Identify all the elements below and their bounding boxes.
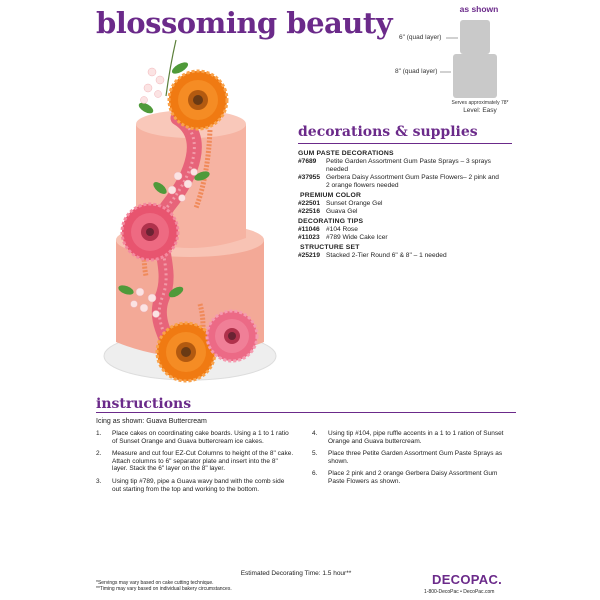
step-line: Using tip #104, pipe ruffle accents in a 1 to 1 ration of Sunset (328, 430, 504, 437)
supply-description: Guava Gel (326, 208, 358, 215)
tier-8-label: 8" (quad layer) (395, 68, 438, 75)
supply-item (298, 234, 518, 242)
step-text (112, 430, 308, 445)
as-shown-label: as shown (459, 4, 499, 14)
step-line: out starting from the top and working to the bottom. (112, 485, 260, 493)
supply-code: #22516 (298, 208, 321, 215)
icing-note: Icing as shown: Guava Buttercream (96, 418, 207, 425)
supply-description: Gerbera Daisy Assortment Gum Paste Flowers– 2 pink and (326, 174, 499, 181)
supply-description: needed (326, 166, 349, 173)
supply-item (298, 208, 518, 216)
instruction-step (312, 470, 518, 485)
brand-logo: DECOPAC. (432, 572, 503, 587)
step-line: Place three Petite Garden Assortment Gum Paste Sprays as (328, 450, 503, 458)
pink-gerbera-flower (122, 204, 178, 260)
instruction-step (96, 478, 308, 493)
tier-6-shape (460, 20, 490, 54)
step-line: layer. Stack the 6" layer on the 8" layer. (112, 465, 226, 473)
step-line: Place 2 pink and 2 orange Gerbera Daisy Assortment Gum (328, 470, 498, 478)
supply-item (298, 158, 518, 166)
footnote: *Servings may vary based on cake cutting technique. (96, 580, 214, 586)
instruction-step (96, 450, 308, 473)
step-number: 4. (312, 430, 318, 437)
supply-code: #25219 (298, 252, 321, 259)
step-number: 3. (96, 477, 102, 485)
supply-group-title: PREMIUM COLOR (300, 192, 362, 199)
step-line: Paste Flowers as shown. (328, 477, 401, 485)
step-line: of Sunset Orange and Guava buttercream ice cakes. (112, 437, 264, 445)
supplies-list (298, 150, 518, 262)
decorations-heading: decorations & supplies (298, 124, 478, 140)
step-text (112, 450, 308, 473)
supply-group-gum-paste (298, 150, 518, 190)
step-line: Attach columns to 6" separator plate and insert into the 8" (112, 457, 278, 465)
supply-description: #104 Rose (326, 226, 358, 233)
supply-code: #37955 (298, 174, 321, 181)
step-line: Using tip #789, pipe a Guava wavy band with the comb side (112, 477, 285, 485)
contact-info: 1-800-DecoPac • DecoPac.com (424, 589, 495, 595)
supply-code: #11046 (298, 226, 320, 233)
orange-gerbera-flower (169, 71, 227, 129)
step-number: 2. (96, 450, 102, 458)
step-text (328, 450, 518, 465)
supply-code: #22501 (298, 200, 321, 207)
supply-item (298, 174, 518, 182)
supply-code: #11023 (298, 234, 320, 241)
step-text (112, 478, 308, 493)
blossom-spray (141, 68, 165, 104)
tier-diagram (390, 18, 510, 100)
tier-8-shape (453, 54, 497, 98)
tier-6-label: 6" (quad layer) (399, 34, 442, 41)
step-line: Measure and cut four EZ-Cut Columns to height of the 8" cake. (112, 450, 294, 458)
instructions-divider (96, 412, 516, 413)
serves-text: Serves approximately 78* (451, 100, 509, 106)
decorations-divider (298, 143, 512, 144)
supply-description: 2 orange flowers needed (326, 182, 399, 189)
supply-item (298, 226, 518, 234)
instruction-step (312, 450, 518, 465)
page-title: blossoming beauty (96, 6, 393, 40)
instructions-heading: instructions (96, 396, 192, 412)
cake-photo (96, 36, 286, 392)
step-text (328, 470, 518, 485)
supply-group-title: STRUCTURE SET (300, 244, 360, 251)
supply-description: Petite Garden Assortment Gum Paste Sprays – 3 sprays (326, 158, 491, 165)
step-number: 5. (312, 450, 318, 458)
supply-description: Stacked 2-Tier Round 6" & 8" – 1 needed (326, 252, 447, 259)
step-number: 1. (96, 430, 102, 437)
step-line: Place cakes on coordinating cake boards. Using a 1 to 1 ratio (112, 430, 289, 437)
footnote: **Timing may vary based on individual bakery circumstances. (96, 586, 232, 592)
supply-group-title: DECORATING TIPS (298, 218, 364, 225)
supply-group-decorating-tips (298, 218, 518, 242)
instruction-step (96, 430, 308, 445)
supply-item (298, 200, 518, 208)
pink-gerbera-flower (207, 311, 257, 361)
step-number: 6. (312, 470, 318, 478)
supply-description: Sunset Orange Gel (326, 200, 383, 207)
level-text: Level: Easy (463, 107, 497, 114)
steps-column-left (96, 430, 308, 498)
steps-column-right (312, 430, 518, 491)
supply-description: #789 Wide Cake Icer (326, 234, 388, 241)
instruction-step (312, 430, 518, 445)
supply-group-premium-color (298, 192, 518, 216)
supply-code: #7689 (298, 158, 317, 165)
supply-group-structure-set (298, 244, 518, 260)
estimated-time: Estimated Decorating Time: 1.5 hour** (240, 570, 352, 577)
footnotes (96, 580, 232, 592)
supply-group-title: GUM PASTE DECORATIONS (298, 150, 394, 157)
step-line: shown. (328, 457, 349, 465)
supply-item (298, 252, 518, 260)
step-text (328, 430, 518, 445)
step-line: Orange and Guava buttercream. (328, 437, 422, 445)
